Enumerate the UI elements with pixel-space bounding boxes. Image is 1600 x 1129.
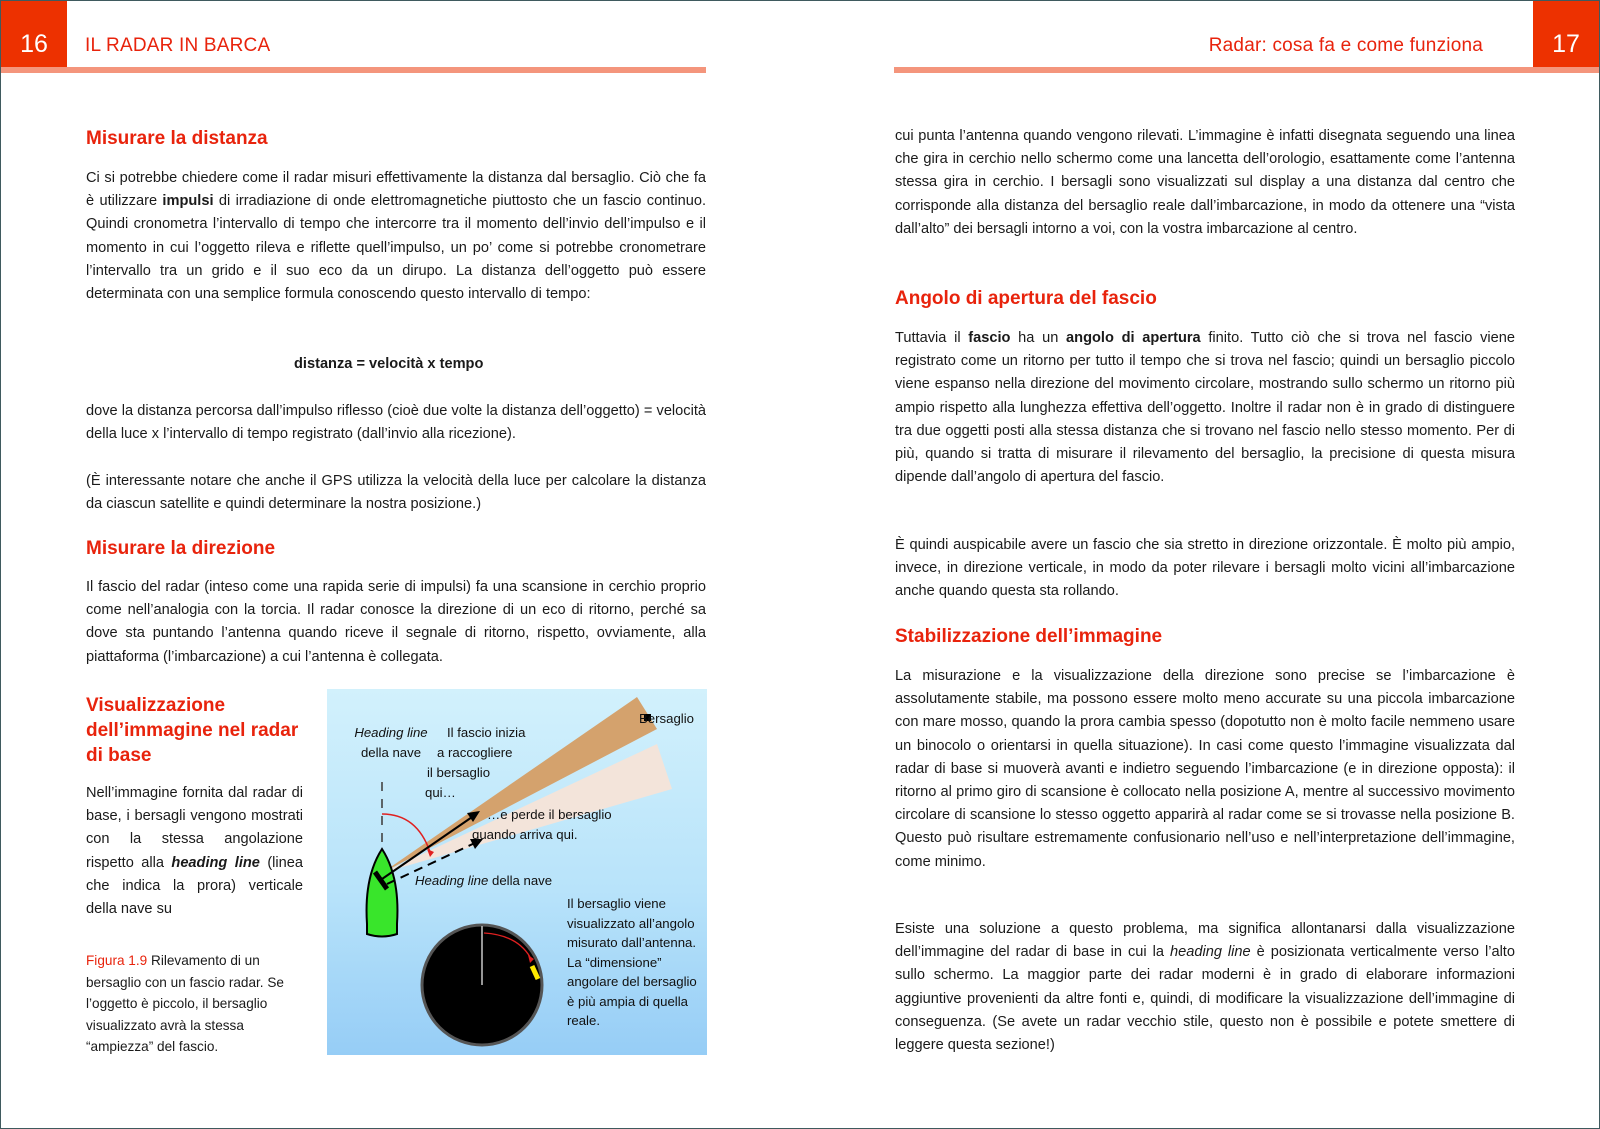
paragraph-distance-explain: dove la distanza percorsa dall’impulso riflesso (cioè due volte la distanza dell’oggetto) = velocità della luce x l’intervallo di tempo registrato (dall’invio alla ricezione).: [86, 403, 706, 443]
label-heading-line-2: Heading line della nave: [415, 873, 553, 888]
section-heading-direction: Misurare la direzione: [86, 538, 276, 559]
formula: distanza = velocità x tempo: [294, 356, 484, 372]
figure-caption: Figura 1.9 Rilevamento di un bersaglio con un fascio radar. Se l’oggetto è piccolo, il bersaglio visualizzato avrà la stessa “ampiezza” del fascio.: [86, 953, 284, 1054]
radar-beam-figure: [327, 689, 707, 1055]
paragraph-basic-display: Nell’immagine fornita dal radar di base, i bersagli vengono mostrati con la stessa angolazione rispetto alla heading line (linea che indica la prora) verticale della nave su: [86, 785, 304, 918]
page-number-left: 16: [1, 1, 67, 67]
label-target: Bersaglio: [639, 711, 694, 726]
boat-icon: [367, 849, 398, 937]
paragraph-distance-intro: Ci si potrebbe chiedere come il radar misuri effettivamente la distanza dal bersaglio. Ciò che fa è utilizzare impulsi di irradiazione di onde elettromagnetiche piuttosto che un fascio continuo. Quindi cronometra l’intervallo di tempo che intercorre tra il momento dell’invio dell’impulso e il momento in cui l’oggetto rileva e riflette quell’impulso, un po’ come si potrebbe cronometrare l’intervallo tra un grido e il suo eco da un dirupo. La distanza dell’oggetto può essere determinata con una semplice formula conoscendo questo intervallo di tempo:: [86, 170, 706, 303]
section-heading-distance: Misurare la distanza: [86, 128, 268, 149]
paragraph-stabilization: La misurazione e la visualizzazione della direzione sono precise se l’imbarcazione è assolutamente stabile, ma possono essere molto meno accurate su una piccola imbarcazione con mare mosso, quando la prora cambia spesso (dopotutto non è molto facile nemmeno usare un binocolo o orientarsi in quella situazione). In casi come questo l’immagine visualizzata dal radar di base si muoverà avanti e indietro seguendo l’imbarcazione (e in direzione opposta): il ritorno al primo giro di scansione è collocato nella posizione A, mentre al successivo movimento circolare di scansione lo stesso oggetto apparirà al radar come se si trovasse nella posizione B. Questo può risultare estremamente confusionario nell’uso e nell’interpretazione dell’immagine, come minimo.: [895, 668, 1515, 870]
figure-label: Figura 1.9: [86, 953, 148, 968]
section-heading-basic-display: Visualizzazione dell’immagine nel radar di base: [86, 695, 299, 766]
running-head-left: IL RADAR IN BARCA: [85, 35, 271, 56]
header-rule-left: [1, 67, 706, 73]
paragraph-continuation: cui punta l’antenna quando vengono rilevati. L’immagine è infatti disegnata seguendo una linea che gira in cerchio nello schermo come una lancetta dell’orologio, esattamente come l’antenna stessa gira in cerchio. I bersagli sono visualizzati sul display a una distanza dal centro che corrisponde alla distanza del bersaglio reale dall’imbarcazione, in modo da ottenere una “vista dall’alto” dei bersagli intorno a voi, con la vostra imbarcazione al centro.: [895, 128, 1515, 237]
section-heading-stabilization: Stabilizzazione dell’immagine: [895, 626, 1163, 647]
label-display-note: Il bersaglio viene visualizzato all’angolo misurato dall’antenna. La “dimensione” angolare del bersaglio è più ampia di quella reale.: [567, 896, 697, 1028]
header-rule-right: [894, 67, 1599, 73]
paragraph-direction: Il fascio del radar (inteso come una rapida serie di impulsi) fa una scansione in cerchio proprio come nell’analogia con la torcia. Il radar conosce la direzione di un eco di ritorno, perché sa dove sta puntando l’antenna quando riceve il segnale di ritorno, rispetto, ovviamente, alla piattaforma (l’imbarcazione) a cui l’antenna è collegata.: [86, 579, 706, 665]
running-head-right: Radar: cosa fa e come funziona: [1208, 35, 1483, 56]
label-heading-line: Heading line della nave: [354, 725, 428, 760]
section-heading-beam-angle: Angolo di apertura del fascio: [895, 288, 1157, 309]
label-beam-end: …e perde il bersaglio quando arriva qui.: [472, 807, 612, 842]
page-number-right: 17: [1533, 1, 1599, 67]
label-beam-start: Il fascio inizia a raccogliere il bersaglio qui…: [425, 725, 526, 800]
paragraph-gps-note: (È interessante notare che anche il GPS utilizza la velocità della luce per calcolare la distanza da ciascun satellite e quindi determinare la nostra posizione.): [86, 473, 706, 513]
paragraph-beam-width: È quindi auspicabile avere un fascio che sia stretto in direzione orizzontale. È molto più ampio, invece, in direzione verticale, in modo da poter rilevare i bersagli molto vicini all’imbarcazione anche quando questa sta rollando.: [895, 537, 1515, 600]
paragraph-beam-angle: Tuttavia il fascio ha un angolo di apertura finito. Tutto ciò che si trova nel fascio viene registrato come un ritorno per tutto il tempo che si trova nel fascio; quindi un bersaglio piccolo viene espanso nella direzione del movimento circolare, mostrando sullo schermo un ritorno più ampio rispetto alla lunghezza effettiva dell’oggetto. Inoltre il radar non è in grado di distinguere tra due oggetti posti alla stessa distanza che si trovano nel fascio nello stesso momento. Per di più, quando si tratta di misurare il rilevamento del bersaglio, la precisione di questa misura dipende dall’angolo di apertura del fascio.: [895, 330, 1515, 486]
paragraph-solution: Esiste una soluzione a questo problema, ma significa allontanarsi dalla visualizzazione dell’immagine del radar di base in cui la heading line è posizionata verticalmente verso l’alto sullo schermo. La maggior parte dei radar moderni è in grado di elaborare informazioni aggiuntive provenienti da altre fonti e, quindi, di modificare la visualizzazione dell’immagine di conseguenza. (Se avete un radar vecchio stile, questo non è possibile e potete smettere di leggere questa sezione!): [895, 921, 1515, 1054]
